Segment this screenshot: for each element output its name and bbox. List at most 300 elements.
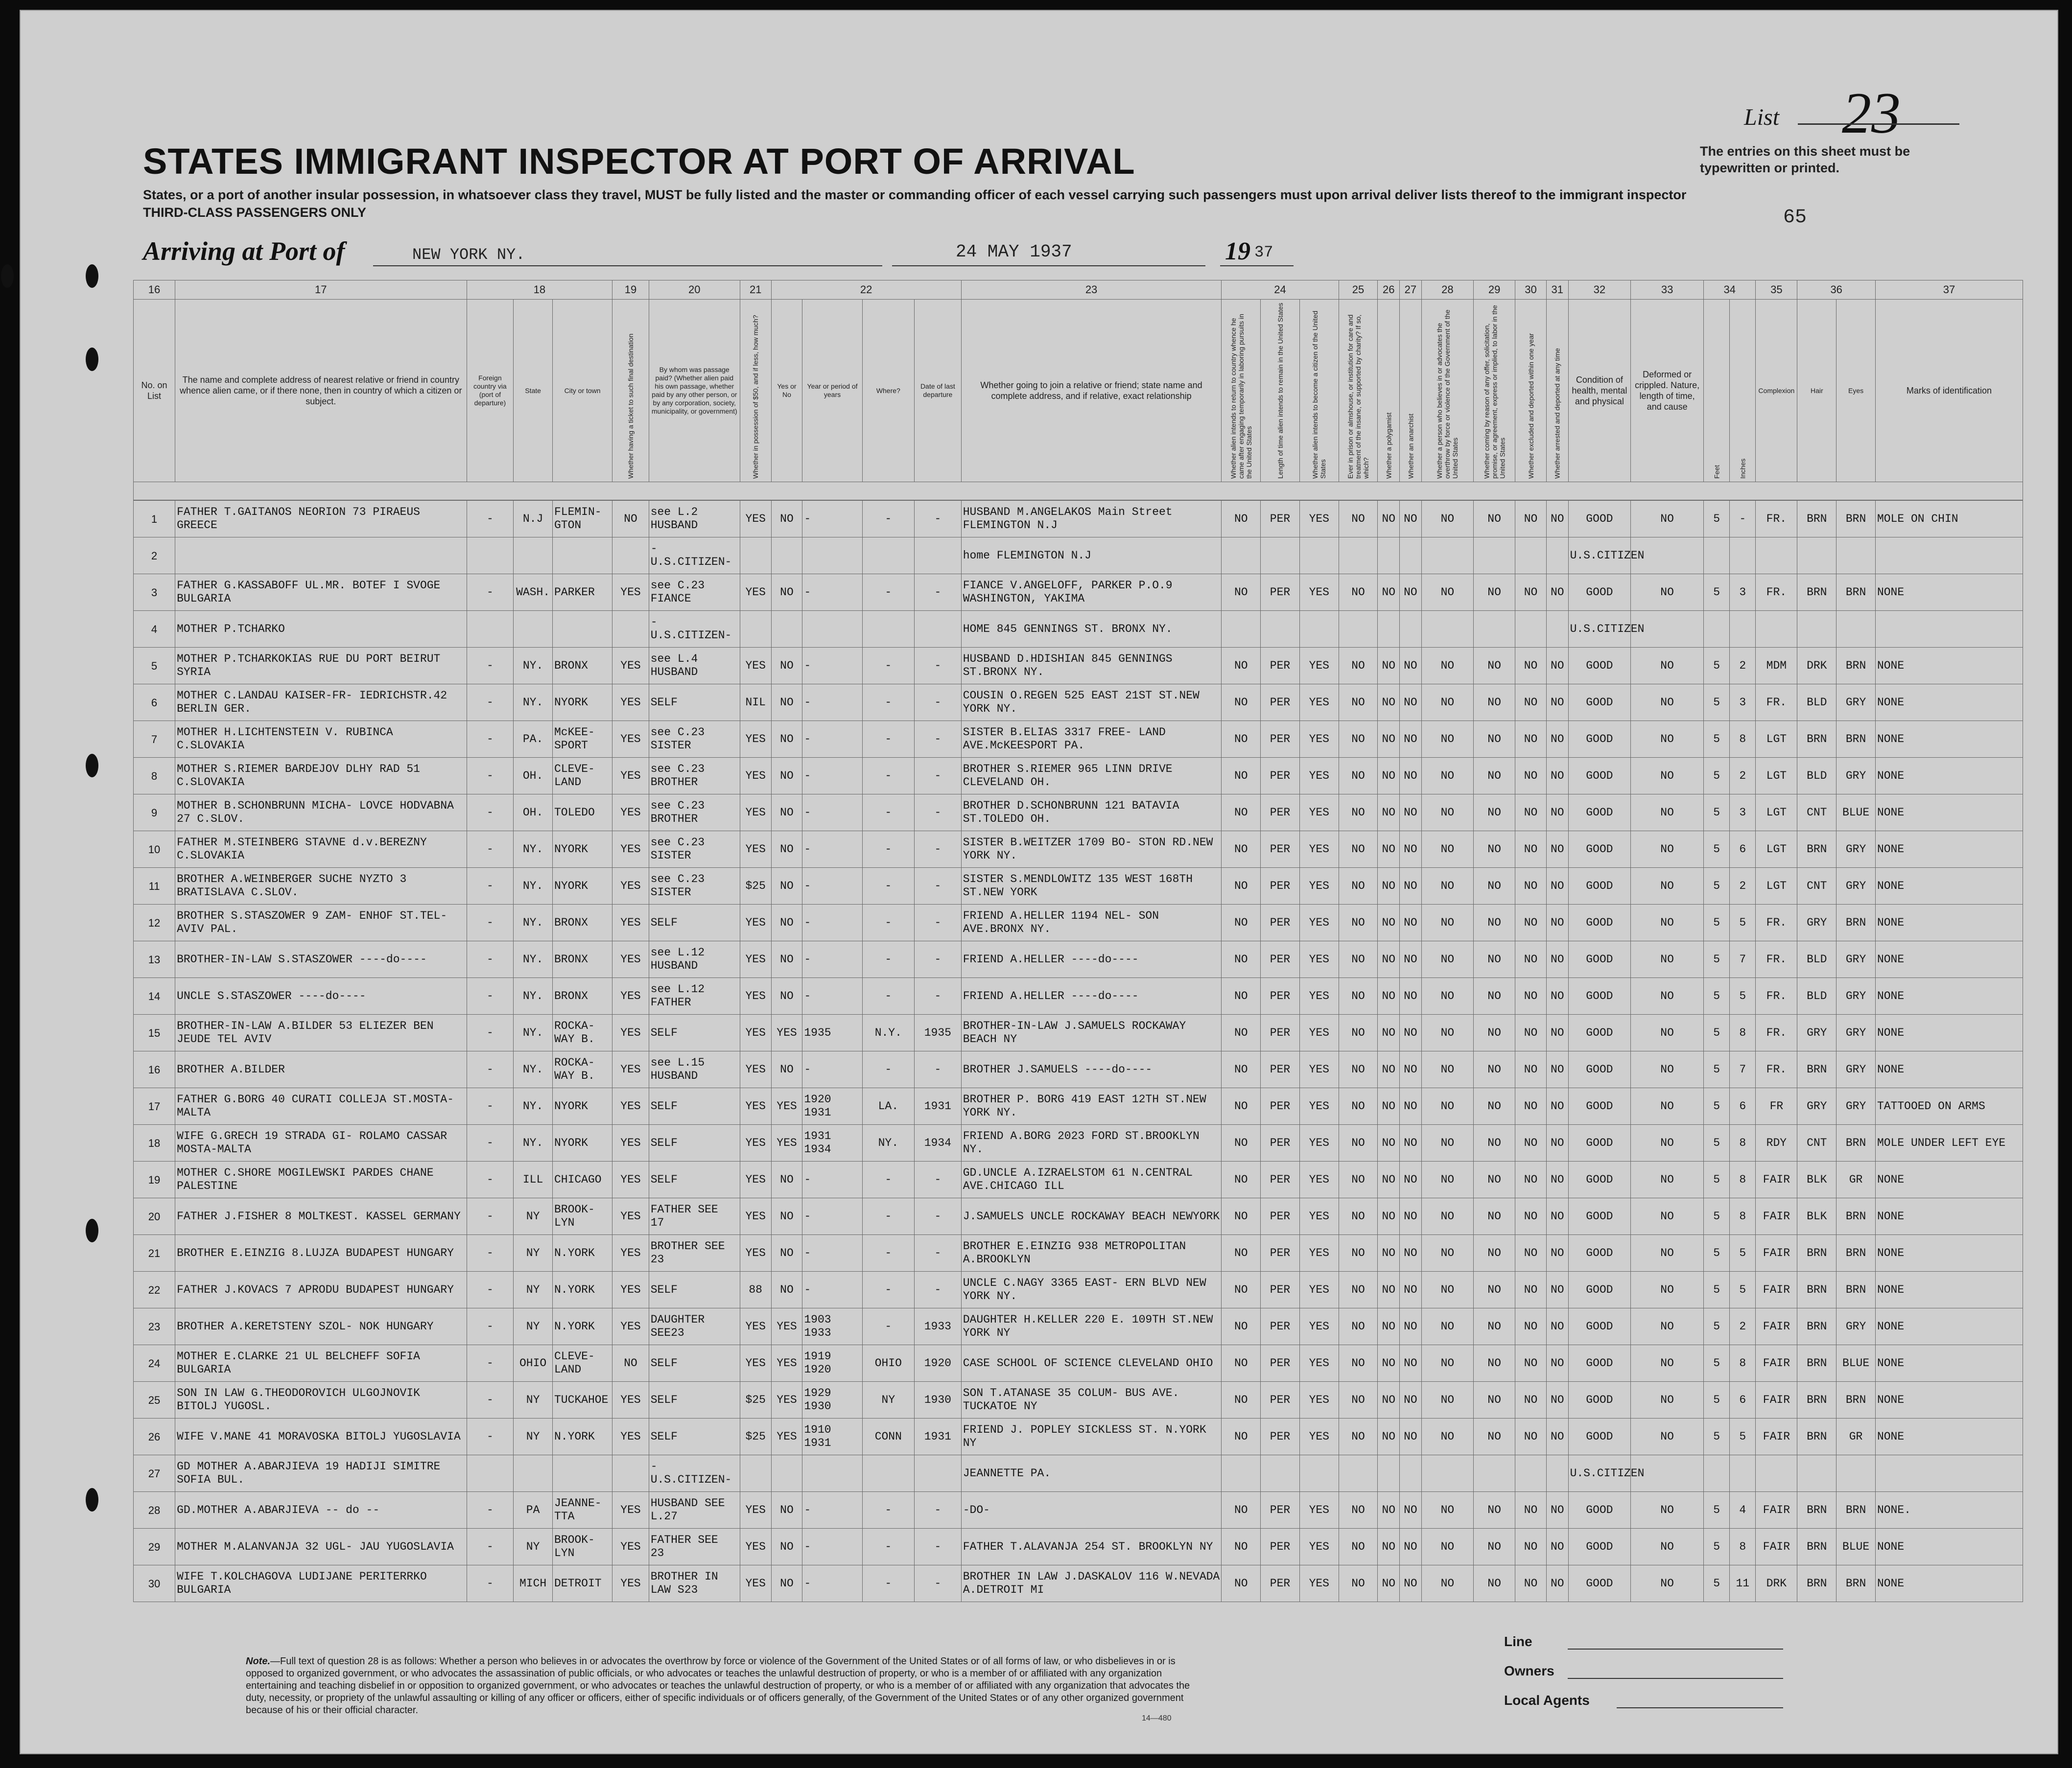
cell-state: OH. — [514, 794, 553, 831]
cell-c31: NO — [1546, 1015, 1568, 1051]
cell-c31: NO — [1546, 1345, 1568, 1382]
cell-c28: NO — [1421, 1419, 1473, 1455]
cell-before — [771, 1455, 802, 1492]
cell-complexion — [1756, 1455, 1797, 1492]
cell-paid: -U.S.CITIZEN- — [649, 537, 740, 574]
subtitle-line-1: States, or a port of another insular possession, in whatsoever class they travel, MUST be fully listed and the master or commanding officer of each vessel carrying such passengers must upon arrival deliver lists thereof to the immigrant inspector — [143, 187, 1687, 202]
cell-c25: NO — [1339, 1162, 1378, 1198]
cell-foreign: - — [467, 868, 514, 905]
cell-c27: NO — [1400, 941, 1422, 978]
cell-money — [740, 1455, 771, 1492]
col-23-number: 23 — [961, 280, 1222, 300]
cell-feet: 5 — [1704, 1162, 1730, 1198]
cell-complexion: FAIR — [1756, 1235, 1797, 1272]
year-underline — [1220, 265, 1294, 266]
cell-eyes: BRN — [1837, 648, 1876, 684]
cell-hair: BRN — [1797, 721, 1837, 758]
cell-ticket: YES — [612, 1198, 649, 1235]
cell-health: GOOD — [1568, 794, 1631, 831]
cell-c24c: YES — [1299, 684, 1339, 721]
cell-year: 1929 1930 — [802, 1382, 862, 1419]
cell-c24b: PER — [1261, 868, 1300, 905]
col-17-number: 17 — [175, 280, 467, 300]
cell-where: - — [862, 1235, 914, 1272]
cell-c28: NO — [1421, 574, 1473, 611]
cell-city: CHICAGO — [552, 1162, 612, 1198]
cell-c26: NO — [1378, 905, 1400, 941]
date-underline — [892, 265, 1205, 266]
cell-paid: see C.23 FIANCE — [649, 574, 740, 611]
cell-ticket — [612, 1455, 649, 1492]
cell-no: 23 — [134, 1308, 175, 1345]
cell-money: YES — [740, 1235, 771, 1272]
cell-no: 7 — [134, 721, 175, 758]
passenger-row — [134, 500, 2023, 537]
cell-c30: NO — [1515, 1565, 1547, 1602]
cell-where: - — [862, 978, 914, 1015]
cell-date: - — [914, 978, 961, 1015]
cell-c25: NO — [1339, 758, 1378, 794]
cell-foreign — [467, 1455, 514, 1492]
cell-hair: CNT — [1797, 1125, 1837, 1162]
cell-date: - — [914, 721, 961, 758]
cell-c26 — [1378, 537, 1400, 574]
cell-money: $25 — [740, 868, 771, 905]
cell-complexion: LGT — [1756, 868, 1797, 905]
cell-complexion: LGT — [1756, 721, 1797, 758]
cell-marks: NONE — [1875, 721, 2023, 758]
cell-c29: NO — [1474, 1492, 1515, 1529]
cell-foreign: - — [467, 1272, 514, 1308]
cell-hair: BRN — [1797, 831, 1837, 868]
cell-c26: NO — [1378, 1235, 1400, 1272]
cell-c24b: PER — [1261, 1198, 1300, 1235]
cell-c31: NO — [1546, 1198, 1568, 1235]
cell-date: - — [914, 941, 961, 978]
cell-where — [862, 1455, 914, 1492]
cell-date — [914, 537, 961, 574]
cell-complexion: FR. — [1756, 1051, 1797, 1088]
cell-money: $25 — [740, 1382, 771, 1419]
header-before-date: Date of last departure — [914, 300, 961, 482]
cell-hair: DRK — [1797, 648, 1837, 684]
cell-paid: SELF — [649, 1125, 740, 1162]
cell-c31: NO — [1546, 1125, 1568, 1162]
cell-deformed: NO — [1631, 1272, 1704, 1308]
cell-marks: NONE — [1875, 1198, 2023, 1235]
cell-join: SISTER B.ELIAS 3317 FREE- LAND AVE.McKEESPORT PA. — [961, 721, 1222, 758]
cell-inches: - — [1730, 500, 1756, 537]
cell-year: 1935 — [802, 1015, 862, 1051]
cell-c30: NO — [1515, 1198, 1547, 1235]
cell-c26: NO — [1378, 1529, 1400, 1565]
cell-health: GOOD — [1568, 1088, 1631, 1125]
cell-relative: BROTHER S.STASZOWER 9 ZAM- ENHOF ST.TEL-AVIV PAL. — [175, 905, 467, 941]
header-height-inches: Inches — [1730, 300, 1756, 482]
cell-relative: BROTHER A.BILDER — [175, 1051, 467, 1088]
header-before-yes-no: Yes or No — [771, 300, 802, 482]
cell-hair: GRY — [1797, 905, 1837, 941]
cell-foreign: - — [467, 1015, 514, 1051]
cell-city: DETROIT — [552, 1565, 612, 1602]
cell-inches — [1730, 611, 1756, 648]
cell-year — [802, 537, 862, 574]
cell-marks: NONE — [1875, 1529, 2023, 1565]
cell-c29: NO — [1474, 1419, 1515, 1455]
cell-relative: FATHER T.GAITANOS NEORION 73 PIRAEUS GREECE — [175, 500, 467, 537]
cell-c30: NO — [1515, 1015, 1547, 1051]
cell-where: - — [862, 941, 914, 978]
cell-complexion: FR. — [1756, 978, 1797, 1015]
passenger-row — [134, 574, 2023, 611]
cell-relative: BROTHER-IN-LAW A.BILDER 53 ELIEZER BEN JEUDE TEL AVIV — [175, 1015, 467, 1051]
cell-c24c: YES — [1299, 1051, 1339, 1088]
cell-join: UNCLE C.NAGY 3365 EAST- ERN BLVD NEW YORK NY. — [961, 1272, 1222, 1308]
cell-c26: NO — [1378, 1492, 1400, 1529]
cell-c28: NO — [1421, 1529, 1473, 1565]
cell-complexion: FAIR — [1756, 1419, 1797, 1455]
cell-c24c: YES — [1299, 1529, 1339, 1565]
cell-join: BROTHER E.EINZIG 938 METROPOLITAN A.BROOKLYN — [961, 1235, 1222, 1272]
cell-c26: NO — [1378, 1198, 1400, 1235]
cell-c24b — [1261, 537, 1300, 574]
cell-date: - — [914, 684, 961, 721]
cell-health: GOOD — [1568, 1235, 1631, 1272]
header-eyes: Eyes — [1837, 300, 1876, 482]
cell-join: SISTER S.MENDLOWITZ 135 WEST 168TH ST.NEW YORK — [961, 868, 1222, 905]
cell-hair — [1797, 1455, 1837, 1492]
cell-before: NO — [771, 1529, 802, 1565]
year-suffix: 37 — [1254, 243, 1273, 261]
cell-c28 — [1421, 537, 1473, 574]
cell-hair: BRN — [1797, 500, 1837, 537]
passenger-row — [134, 1235, 2023, 1272]
cell-c26: NO — [1378, 831, 1400, 868]
cell-c24c: YES — [1299, 905, 1339, 941]
cell-c25: NO — [1339, 868, 1378, 905]
cell-marks: NONE — [1875, 758, 2023, 794]
cell-hair: BLK — [1797, 1198, 1837, 1235]
cell-money: YES — [740, 831, 771, 868]
cell-c28: NO — [1421, 905, 1473, 941]
cell-feet: 5 — [1704, 941, 1730, 978]
cell-c26: NO — [1378, 1125, 1400, 1162]
cell-c28: NO — [1421, 1088, 1473, 1125]
cell-relative: MOTHER E.CLARKE 21 UL BELCHEFF SOFIA BULGARIA — [175, 1345, 467, 1382]
cell-ticket: YES — [612, 1162, 649, 1198]
cell-state: NY. — [514, 868, 553, 905]
cell-deformed: NO — [1631, 1051, 1704, 1088]
cell-c30: NO — [1515, 868, 1547, 905]
cell-health: U.S.CITIZEN — [1568, 1455, 1631, 1492]
cell-c27: NO — [1400, 684, 1422, 721]
cell-join: J.SAMUELS UNCLE ROCKAWAY BEACH NEWYORK — [961, 1198, 1222, 1235]
cell-c27: NO — [1400, 1015, 1422, 1051]
cell-c31: NO — [1546, 794, 1568, 831]
cell-c27: NO — [1400, 831, 1422, 868]
cell-inches: 2 — [1730, 758, 1756, 794]
cell-c26: NO — [1378, 1345, 1400, 1382]
cell-feet: 5 — [1704, 1529, 1730, 1565]
cell-before: YES — [771, 1308, 802, 1345]
cell-deformed: NO — [1631, 1565, 1704, 1602]
cell-eyes: BRN — [1837, 574, 1876, 611]
cell-city: BROOK- LYN — [552, 1198, 612, 1235]
cell-c30: NO — [1515, 1051, 1547, 1088]
cell-marks: NONE — [1875, 574, 2023, 611]
cell-c27 — [1400, 537, 1422, 574]
passenger-row — [134, 831, 2023, 868]
cell-c24c: YES — [1299, 1235, 1339, 1272]
cell-ticket: YES — [612, 1051, 649, 1088]
line-label: Line — [1504, 1634, 1532, 1649]
cell-c31: NO — [1546, 831, 1568, 868]
cell-relative: MOTHER C.SHORE MOGILEWSKI PARDES CHANE PALESTINE — [175, 1162, 467, 1198]
cell-c31: NO — [1546, 1088, 1568, 1125]
cell-complexion: FAIR — [1756, 1382, 1797, 1419]
cell-complexion: FAIR — [1756, 1492, 1797, 1529]
cell-c27: NO — [1400, 1345, 1422, 1382]
cell-hair: BRN — [1797, 1419, 1837, 1455]
manifest-body — [134, 500, 2023, 1602]
page-title: STATES IMMIGRANT INSPECTOR AT PORT OF ARRIVAL — [143, 141, 1135, 182]
header-overthrow: Whether a person who believes in or advocates the overthrow by force or violence of the Government of the United States — [1421, 300, 1473, 482]
cell-c26: NO — [1378, 758, 1400, 794]
cell-feet: 5 — [1704, 500, 1730, 537]
cell-foreign: - — [467, 905, 514, 941]
cell-paid: see C.23 SISTER — [649, 868, 740, 905]
cell-c28: NO — [1421, 1051, 1473, 1088]
cell-date: - — [914, 1272, 961, 1308]
cell-date — [914, 1455, 961, 1492]
cell-c24c: YES — [1299, 1308, 1339, 1345]
cell-date: - — [914, 1529, 961, 1565]
cell-money: YES — [740, 1051, 771, 1088]
cell-marks: NONE — [1875, 905, 2023, 941]
cell-no: 21 — [134, 1235, 175, 1272]
cell-health: U.S.CITIZEN — [1568, 537, 1631, 574]
cell-eyes: GRY — [1837, 1088, 1876, 1125]
cell-feet: 5 — [1704, 1088, 1730, 1125]
header-passage-paid: By whom was passage paid? (Whether alien paid his own passage, whether paid by any other person, or by any corporation, society, municipality, or government) — [649, 300, 740, 482]
header-excluded: Whether excluded and deported within one year — [1515, 300, 1547, 482]
cell-c24a: NO — [1222, 648, 1261, 684]
port-value: NEW YORK NY. — [412, 246, 525, 264]
cell-relative: BROTHER A.KERETSTENY SZOL- NOK HUNGARY — [175, 1308, 467, 1345]
cell-c24a: NO — [1222, 1308, 1261, 1345]
cell-health: GOOD — [1568, 721, 1631, 758]
cell-c29: NO — [1474, 905, 1515, 941]
cell-no: 24 — [134, 1345, 175, 1382]
cell-paid: see L.12 FATHER — [649, 978, 740, 1015]
cell-c24c: YES — [1299, 794, 1339, 831]
passenger-row — [134, 537, 2023, 574]
cell-c24c — [1299, 1455, 1339, 1492]
port-underline — [373, 265, 882, 266]
cell-inches: 5 — [1730, 1235, 1756, 1272]
cell-c28: NO — [1421, 1015, 1473, 1051]
cell-state — [514, 611, 553, 648]
cell-c24a: NO — [1222, 978, 1261, 1015]
col-21-number: 21 — [740, 280, 771, 300]
cell-c29: NO — [1474, 500, 1515, 537]
cell-eyes: GR — [1837, 1162, 1876, 1198]
cell-complexion: FR. — [1756, 905, 1797, 941]
cell-join: SON T.ATANASE 35 COLUM- BUS AVE. TUCKATOE NY — [961, 1382, 1222, 1419]
cell-year: - — [802, 831, 862, 868]
cell-foreign: - — [467, 1051, 514, 1088]
cell-ticket: YES — [612, 831, 649, 868]
footnote-label: Note. — [246, 1656, 270, 1667]
cell-c29: NO — [1474, 941, 1515, 978]
cell-eyes: BRN — [1837, 1565, 1876, 1602]
cell-state: NY. — [514, 684, 553, 721]
cell-c25: NO — [1339, 1419, 1378, 1455]
cell-deformed: NO — [1631, 648, 1704, 684]
cell-complexion: FAIR — [1756, 1162, 1797, 1198]
cell-c28 — [1421, 1455, 1473, 1492]
header-before-where: Where? — [862, 300, 914, 482]
cell-marks: NONE — [1875, 1235, 2023, 1272]
passenger-row — [134, 1272, 2023, 1308]
cell-money: YES — [740, 1345, 771, 1382]
cell-c29: NO — [1474, 574, 1515, 611]
cell-c29 — [1474, 611, 1515, 648]
cell-no: 27 — [134, 1455, 175, 1492]
cell-ticket: YES — [612, 794, 649, 831]
cell-c30: NO — [1515, 574, 1547, 611]
cell-join: BROTHER P. BORG 419 EAST 12TH ST.NEW YORK NY. — [961, 1088, 1222, 1125]
cell-c24c: YES — [1299, 1565, 1339, 1602]
passenger-row — [134, 1051, 2023, 1088]
year-prefix: 19 — [1225, 237, 1250, 265]
cell-where: - — [862, 1565, 914, 1602]
cell-c25 — [1339, 611, 1378, 648]
cell-city: BRONX — [552, 648, 612, 684]
cell-relative: MOTHER S.RIEMER BARDEJOV DLHY RAD 51 C.SLOVAKIA — [175, 758, 467, 794]
header-ticket: Whether having a ticket to such final destination — [612, 300, 649, 482]
cell-c24c: YES — [1299, 1272, 1339, 1308]
cell-paid: SELF — [649, 1015, 740, 1051]
cell-c26: NO — [1378, 978, 1400, 1015]
cell-state: WASH. — [514, 574, 553, 611]
cell-c31: NO — [1546, 648, 1568, 684]
cell-marks: NONE — [1875, 978, 2023, 1015]
passenger-row — [134, 868, 2023, 905]
cell-c31: NO — [1546, 500, 1568, 537]
cell-where: - — [862, 758, 914, 794]
cell-c26: NO — [1378, 574, 1400, 611]
cell-health: GOOD — [1568, 758, 1631, 794]
cell-state: PA — [514, 1492, 553, 1529]
cell-date: - — [914, 1162, 961, 1198]
cell-c29: NO — [1474, 1015, 1515, 1051]
cell-c27 — [1400, 1455, 1422, 1492]
cell-paid: FATHER SEE 17 — [649, 1198, 740, 1235]
cell-year: - — [802, 941, 862, 978]
list-label: List — [1744, 104, 1780, 130]
cell-complexion: FR. — [1756, 574, 1797, 611]
cell-deformed: NO — [1631, 500, 1704, 537]
cell-state: NY. — [514, 1051, 553, 1088]
cell-c29: NO — [1474, 1198, 1515, 1235]
cell-relative: MOTHER B.SCHONBRUNN MICHA- LOVCE HODVABNA 27 C.SLOV. — [175, 794, 467, 831]
cell-c31: NO — [1546, 758, 1568, 794]
cell-c26 — [1378, 1455, 1400, 1492]
cell-c28 — [1421, 611, 1473, 648]
cell-year: - — [802, 868, 862, 905]
cell-no: 17 — [134, 1088, 175, 1125]
cell-c24c: YES — [1299, 648, 1339, 684]
cell-complexion: FAIR — [1756, 1308, 1797, 1345]
header-citizen-intent: Whether alien intends to become a citizen of the United States — [1299, 300, 1339, 482]
cell-health: GOOD — [1568, 1051, 1631, 1088]
cell-join: BROTHER S.RIEMER 965 LINN DRIVE CLEVELAND OH. — [961, 758, 1222, 794]
cell-c27: NO — [1400, 1272, 1422, 1308]
cell-c26: NO — [1378, 794, 1400, 831]
cell-c24b: PER — [1261, 1492, 1300, 1529]
cell-c26: NO — [1378, 500, 1400, 537]
binder-hole — [86, 754, 98, 777]
cell-city — [552, 611, 612, 648]
cell-feet: 5 — [1704, 684, 1730, 721]
cell-c24a: NO — [1222, 1051, 1261, 1088]
cell-where: - — [862, 1051, 914, 1088]
cell-city: NYORK — [552, 684, 612, 721]
cell-c26: NO — [1378, 1565, 1400, 1602]
cell-date: - — [914, 831, 961, 868]
cell-hair: BRN — [1797, 1345, 1837, 1382]
cell-join: FRIEND A.HELLER 1194 NEL- SON AVE.BRONX NY. — [961, 905, 1222, 941]
cell-year: - — [802, 1198, 862, 1235]
cell-c24c: YES — [1299, 1492, 1339, 1529]
cell-where — [862, 537, 914, 574]
cell-c27: NO — [1400, 1382, 1422, 1419]
cell-feet: 5 — [1704, 1198, 1730, 1235]
cell-deformed: NO — [1631, 794, 1704, 831]
cell-c28: NO — [1421, 1198, 1473, 1235]
binder-hole — [86, 1488, 98, 1512]
cell-c25: NO — [1339, 1272, 1378, 1308]
cell-c31: NO — [1546, 941, 1568, 978]
cell-no: 9 — [134, 794, 175, 831]
cell-c30 — [1515, 611, 1547, 648]
cell-before: NO — [771, 1198, 802, 1235]
cell-year: - — [802, 1162, 862, 1198]
cell-inches: 2 — [1730, 868, 1756, 905]
cell-c28: NO — [1421, 1235, 1473, 1272]
cell-c26: NO — [1378, 1419, 1400, 1455]
cell-deformed: NO — [1631, 1419, 1704, 1455]
cell-c27: NO — [1400, 1308, 1422, 1345]
cell-join: SISTER B.WEITZER 1709 BO- STON RD.NEW YORK NY. — [961, 831, 1222, 868]
cell-where: - — [862, 1308, 914, 1345]
cell-marks: NONE — [1875, 1419, 2023, 1455]
cell-c25: NO — [1339, 1015, 1378, 1051]
cell-c24b: PER — [1261, 1345, 1300, 1382]
cell-c24c: YES — [1299, 868, 1339, 905]
cell-c28: NO — [1421, 684, 1473, 721]
cell-c25: NO — [1339, 978, 1378, 1015]
cell-marks: NONE — [1875, 941, 2023, 978]
passenger-row — [134, 648, 2023, 684]
cell-paid: see C.23 BROTHER — [649, 794, 740, 831]
cell-ticket: YES — [612, 1529, 649, 1565]
cell-c24a: NO — [1222, 941, 1261, 978]
passenger-manifest-table — [133, 280, 2023, 1602]
cell-eyes: BLUE — [1837, 794, 1876, 831]
cell-c31: NO — [1546, 868, 1568, 905]
